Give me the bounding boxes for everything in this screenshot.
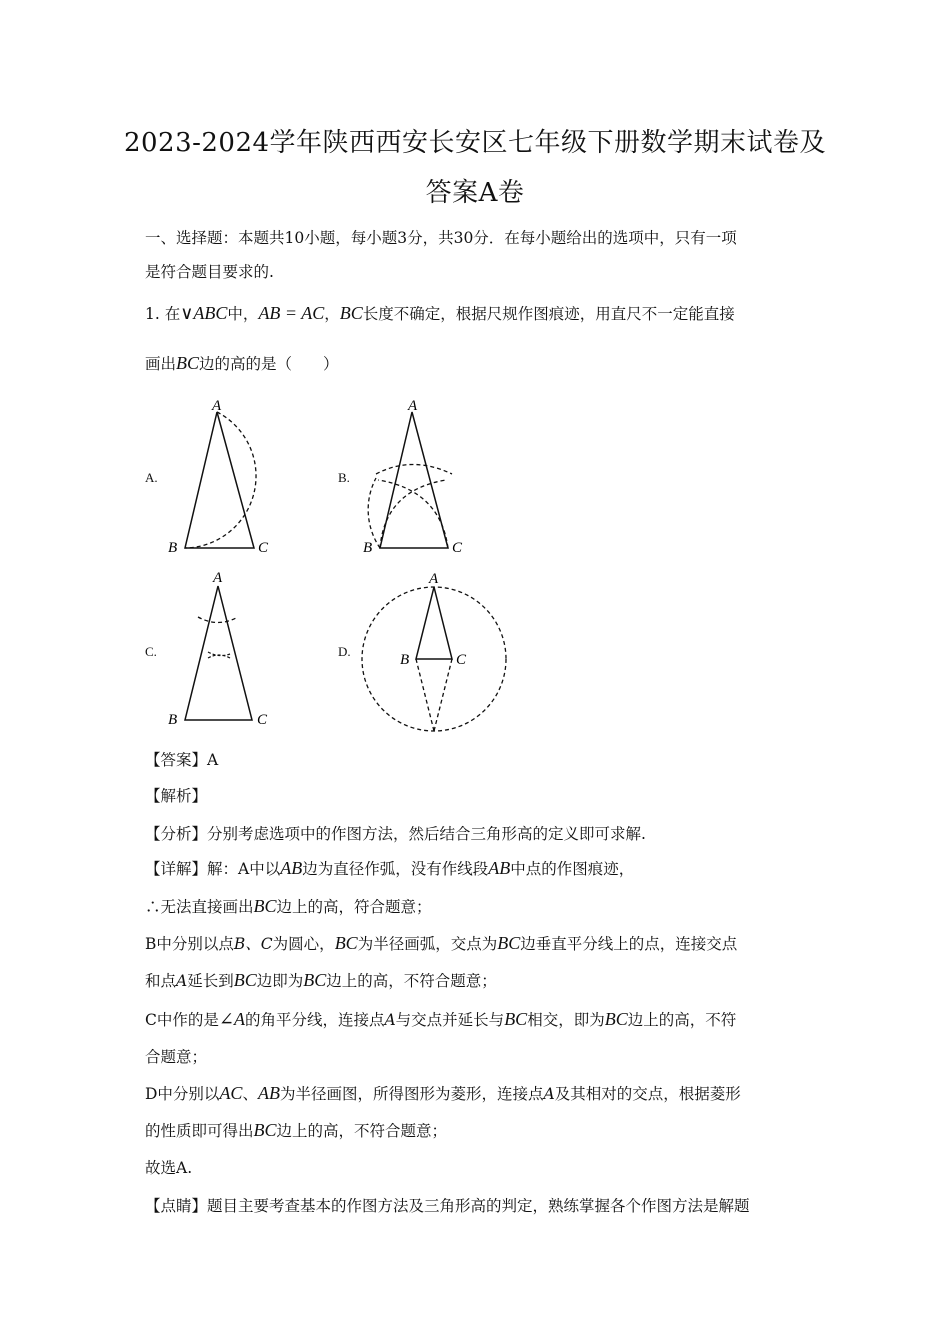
figure-c-label-c: C (257, 712, 268, 728)
detail-line-8: 的性质即可得出BC边上的高，不符合题意； (145, 1120, 448, 1140)
section-heading-line2: 是符合题目要求的. (145, 263, 274, 281)
figure-a-label-b: B (168, 540, 178, 556)
figure-b (363, 398, 463, 556)
figure-c-label-b: B (168, 712, 178, 728)
figure-d-label-a: A (429, 571, 439, 587)
detail-line-4: 和点A延长到BC边即为BC边上的高，不符合题意； (145, 970, 497, 990)
figure-a-label-c: C (258, 540, 269, 556)
detail-line-2: ∴无法直接画出BC边上的高，符合题意； (145, 896, 432, 916)
figure-d-label-c: C (456, 652, 467, 668)
question-stem-line2: 画出BC边的高的是（ ） (145, 353, 339, 373)
detail-line-7: D中分别以AC、AB为半径画图，所得图形为菱形，连接点A及其相对的交点，根据菱形 (145, 1083, 741, 1103)
figure-d (362, 571, 506, 731)
question-number: 1. (145, 305, 160, 323)
question-stem: 1. 在∨ABC中，AB = AC，BC长度不确定，根据尺规作图痕迹，用直尺不一定能直接 (145, 303, 735, 323)
option-a-label: A. (145, 470, 158, 485)
page-title-line2: 答案A卷 (425, 178, 525, 208)
analysis-heading: 【解析】 (145, 787, 208, 805)
figure-c-label-a: A (213, 570, 223, 586)
figure-d-label-b: B (400, 652, 410, 668)
option-c-label: C. (145, 644, 157, 659)
comment-line: 【点睛】题目主要考查基本的作图方法及三角形高的判定，熟练掌握各个作图方法是解题 (145, 1197, 750, 1215)
section-heading: 一、选择题：本题共10小题，每小题3分，共30分．在每小题给出的选项中，只有一项 (145, 229, 737, 247)
option-d-label: D. (338, 644, 351, 659)
detail-line-1: 【详解】解：A中以AB边为直径作弧，没有作线段AB中点的作图痕迹， (145, 858, 635, 878)
figure-a (168, 398, 269, 556)
choose-line: 故选A. (145, 1159, 193, 1177)
detail-line-3: B中分别以点B、C为圆心，BC为半径画弧，交点为BC边垂直平分线上的点，连接交点 (145, 933, 738, 953)
figure-c (168, 570, 268, 728)
figure-b-label-b: B (363, 540, 373, 556)
figure-b-label-c: C (452, 540, 463, 556)
detail-line-6: 合题意； (145, 1048, 208, 1066)
page-title: 2023-2024学年陕西西安长安区七年级下册数学期末试卷及 (123, 128, 827, 158)
answer-line: 【答案】A (145, 751, 219, 769)
figure-a-label-a: A (212, 398, 222, 414)
option-b-label: B. (338, 470, 350, 485)
figure-b-label-a: A (408, 398, 418, 414)
detail-line-5: C中作的是∠A的角平分线，连接点A与交点并延长与BC相交，即为BC边上的高，不符 (145, 1009, 737, 1029)
analysis-summary: 【分析】分别考虑选项中的作图方法，然后结合三角形高的定义即可求解. (145, 825, 646, 843)
